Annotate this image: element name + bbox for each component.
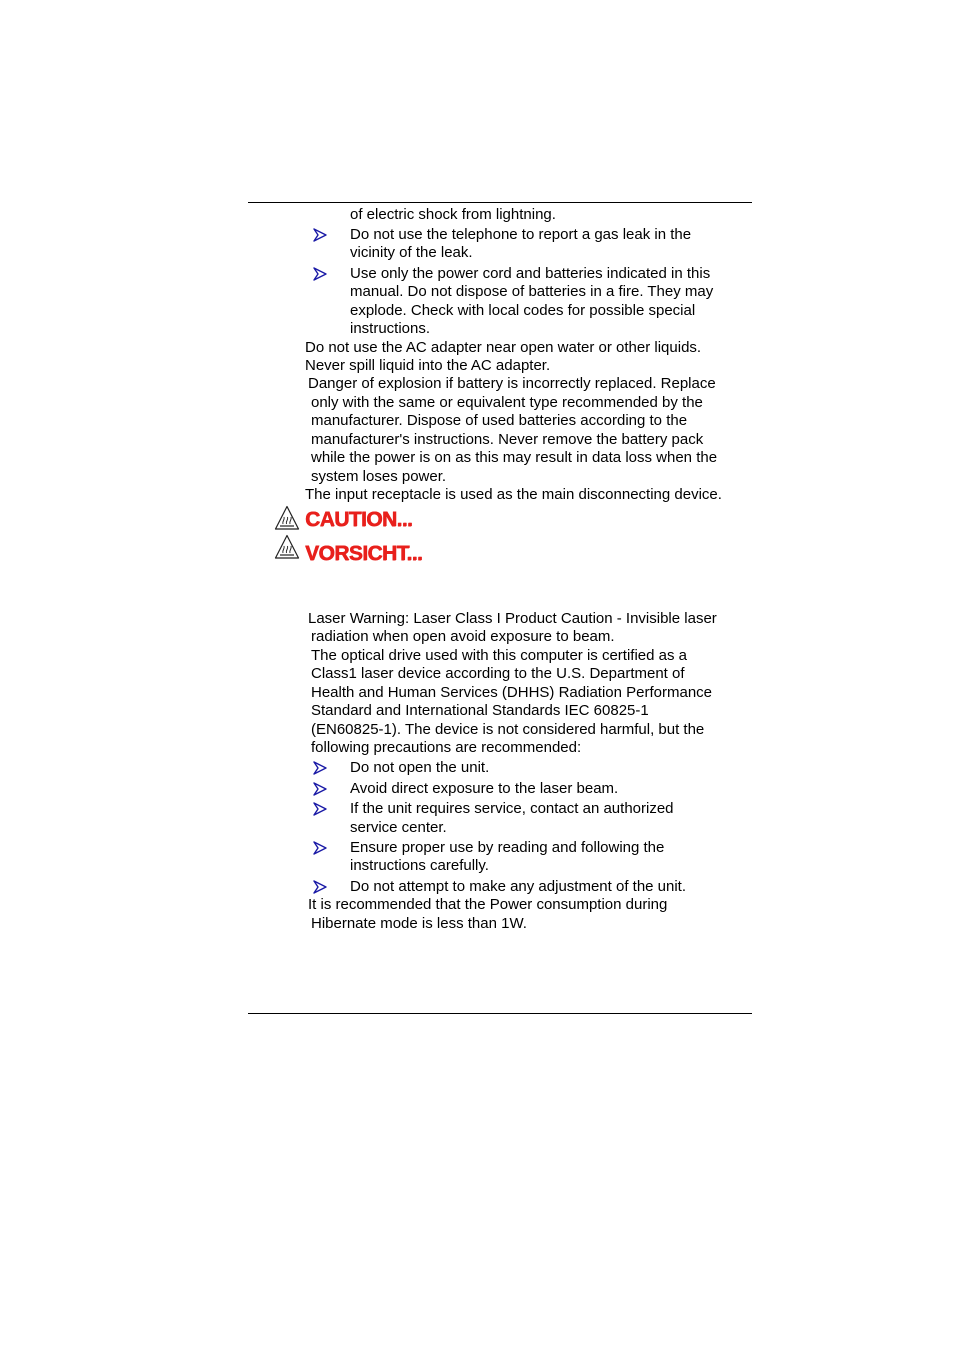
paragraph-ac-adapter: Never spill liquid into the AC adapter. <box>305 357 551 374</box>
list-item: Do not open the unit. <box>350 759 490 776</box>
list-item: Do not attempt to make any adjustment of the unit. <box>350 878 687 895</box>
list-item: If the unit requires service, contact an authorized <box>350 800 674 817</box>
hot-surface-warning-icon <box>274 534 300 560</box>
paragraph-ac-adapter: Do not use the AC adapter near open water or other liquids. <box>305 339 702 356</box>
list-item: manual. Do not dispose of batteries in a fire. They may <box>350 283 714 300</box>
list-item: Use only the power cord and batteries indicated in this <box>350 265 711 282</box>
list-item: explode. Check with local codes for possible special <box>350 302 696 319</box>
paragraph-battery: manufacturer. Dispose of used batteries according to the <box>311 412 688 429</box>
paragraph-battery: manufacturer's instructions. Never remove the battery pack <box>311 431 704 448</box>
arrowhead-bullet-icon <box>313 761 327 775</box>
arrowhead-bullet-icon <box>313 267 327 281</box>
list-item: Avoid direct exposure to the laser beam. <box>350 780 619 797</box>
paragraph-receptacle: The input receptacle is used as the main disconnecting device. <box>305 486 722 503</box>
paragraph-battery: while the power is on as this may result in data loss when the <box>311 449 718 466</box>
vorsicht-heading: VORSICHT... <box>305 542 423 565</box>
list-item: instructions carefully. <box>350 857 489 874</box>
paragraph-optical-drive: Standard and International Standards IEC 60825-1 <box>311 702 649 719</box>
arrowhead-bullet-icon <box>313 782 327 796</box>
paragraph-power-consumption: It is recommended that the Power consumption during <box>308 896 668 913</box>
list-item: Ensure proper use by reading and following the <box>350 839 665 856</box>
arrowhead-bullet-icon <box>313 841 327 855</box>
paragraph-optical-drive: Class1 laser device according to the U.S. Department of <box>311 665 685 682</box>
header-rule <box>248 202 752 203</box>
paragraph-laser-warning: Laser Warning: Laser Class I Product Caution - Invisible laser <box>308 610 717 627</box>
paragraph-optical-drive: (EN60825-1). The device is not considered harmful, but the <box>311 721 705 738</box>
list-item: vicinity of the leak. <box>350 244 473 261</box>
list-item-continuation: of electric shock from lightning. <box>350 206 556 223</box>
arrowhead-bullet-icon <box>313 228 327 242</box>
list-item: Do not use the telephone to report a gas leak in the <box>350 226 692 243</box>
arrowhead-bullet-icon <box>313 802 327 816</box>
paragraph-optical-drive: The optical drive used with this computer is certified as a <box>311 647 688 664</box>
hot-surface-warning-icon <box>274 505 300 531</box>
paragraph-power-consumption: Hibernate mode is less than 1W. <box>311 915 527 932</box>
paragraph-battery: Danger of explosion if battery is incorrectly replaced. Replace <box>308 375 716 392</box>
paragraph-optical-drive: following precautions are recommended: <box>311 739 582 756</box>
paragraph-laser-warning: radiation when open avoid exposure to beam. <box>311 628 615 645</box>
arrowhead-bullet-icon <box>313 880 327 894</box>
paragraph-battery: only with the same or equivalent type recommended by the <box>311 394 703 411</box>
list-item: service center. <box>350 819 447 836</box>
caution-heading: CAUTION... <box>305 508 413 531</box>
list-item: instructions. <box>350 320 431 337</box>
paragraph-optical-drive: Health and Human Services (DHHS) Radiation Performance <box>311 684 713 701</box>
paragraph-battery: system loses power. <box>311 468 447 485</box>
footer-rule <box>248 1013 752 1014</box>
